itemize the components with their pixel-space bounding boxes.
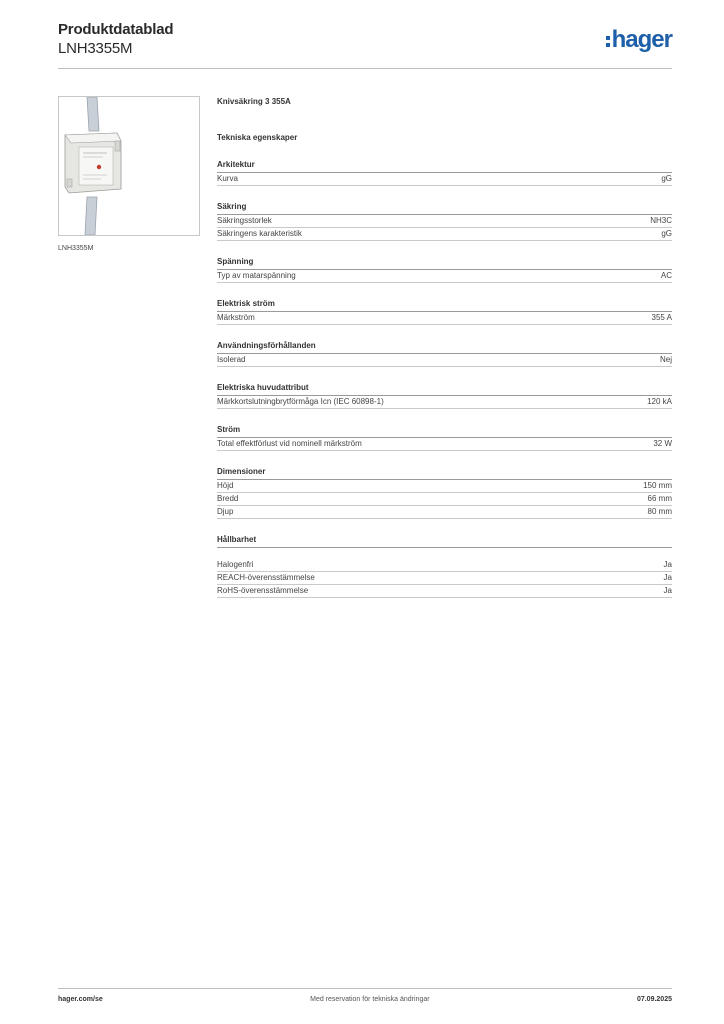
spec-row — [217, 585, 672, 598]
spec-group — [217, 298, 672, 325]
spec-row — [217, 173, 672, 186]
spec-group-title: Elektrisk ström — [217, 298, 672, 312]
footer-website: hager.com/se — [58, 996, 103, 1003]
spec-value: Nej — [659, 355, 672, 364]
spec-label: Säkringens karakteristik — [217, 229, 302, 238]
product-name: Knivsäkring 3 355A — [217, 97, 291, 106]
spec-group-title: Elektriska huvudattribut — [217, 382, 672, 396]
document-header — [58, 20, 173, 58]
footer-divider — [58, 988, 672, 989]
image-caption: LNH3355M — [58, 245, 94, 252]
product-code: LNH3355M — [58, 40, 133, 57]
header-divider — [58, 68, 672, 69]
spec-label: Höjd — [217, 481, 234, 490]
spec-row — [217, 559, 672, 572]
spec-row — [217, 354, 672, 367]
spec-row — [217, 270, 672, 283]
spec-label: Typ av matarspänning — [217, 271, 296, 280]
spec-row — [217, 228, 672, 241]
spec-value: 150 mm — [643, 481, 672, 490]
spec-label: Märkkortslutningbrytförmåga Icn (IEC 60898-1) — [217, 397, 384, 406]
spec-label: Halogenfri — [217, 560, 254, 569]
spec-group-title: Hållbarhet — [217, 534, 672, 548]
spec-row — [217, 215, 672, 228]
spec-group-title: Säkring — [217, 201, 672, 215]
spec-label: Total effektförlust vid nominell märkström — [217, 439, 362, 448]
spec-value: 32 W — [653, 439, 672, 448]
footer-date: 07.09.2025 — [636, 996, 672, 1003]
spec-value: Ja — [663, 573, 672, 582]
spec-group — [217, 424, 672, 451]
hager-logo — [606, 28, 672, 52]
document-footer — [58, 996, 672, 1003]
spec-label: RoHS-överensstämmelse — [217, 586, 309, 595]
spec-label: REACH-överensstämmelse — [217, 573, 315, 582]
spec-group-title: Användningsförhållanden — [217, 340, 672, 354]
spec-row — [217, 480, 672, 493]
spec-group-title: Spänning — [217, 256, 672, 270]
logo-wordmark: hager — [611, 26, 672, 53]
spec-value: 80 mm — [647, 507, 672, 516]
spec-content — [217, 96, 672, 598]
spec-group — [217, 340, 672, 367]
spec-value: 66 mm — [647, 494, 672, 503]
product-image — [58, 96, 200, 236]
spec-group — [217, 466, 672, 519]
spec-value: Ja — [663, 560, 672, 569]
fuse-illustration-icon — [59, 97, 199, 235]
spec-group-title: Ström — [217, 424, 672, 438]
spec-groups — [217, 159, 672, 598]
spec-row — [217, 506, 672, 519]
spec-group-title: Dimensioner — [217, 466, 672, 480]
spec-label: Kurva — [217, 174, 238, 183]
spec-group — [217, 201, 672, 241]
spec-row — [217, 572, 672, 585]
spec-group — [217, 256, 672, 283]
spec-value: gG — [661, 174, 672, 183]
spec-value: Ja — [663, 586, 672, 595]
spec-row — [217, 312, 672, 325]
spec-label: Märkström — [217, 313, 255, 322]
spec-row — [217, 396, 672, 409]
footer-note: Med reservation för tekniska ändringar — [310, 996, 430, 1003]
spec-value: NH3C — [650, 216, 672, 225]
logo-dots-icon — [606, 36, 610, 47]
spec-group — [217, 534, 672, 598]
spec-value: 355 A — [651, 313, 672, 322]
spec-group — [217, 382, 672, 409]
document-title: Produktdatablad — [58, 21, 174, 38]
spec-group — [217, 159, 672, 186]
spec-group-title: Arkitektur — [217, 159, 672, 173]
spec-row — [217, 438, 672, 451]
spec-value: AC — [660, 271, 672, 280]
spec-value: 120 kA — [647, 397, 672, 406]
section-heading: Tekniska egenskaper — [217, 133, 298, 142]
spec-value: gG — [661, 229, 672, 238]
spec-label: Djup — [217, 507, 234, 516]
spec-label: Bredd — [217, 494, 239, 503]
spec-label: Säkringsstorlek — [217, 216, 272, 225]
spec-label: Isolerad — [217, 355, 246, 364]
spec-row — [217, 493, 672, 506]
